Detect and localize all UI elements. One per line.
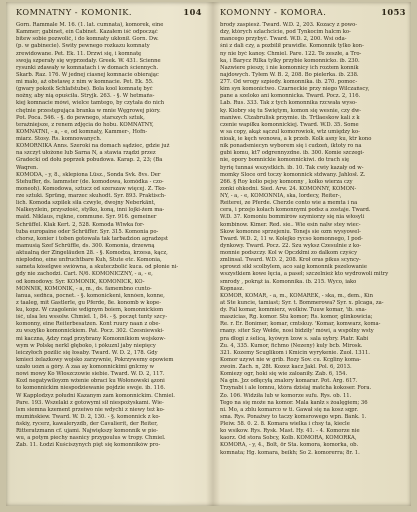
text-line: mumińskiew. Tward. W. D. 2, 130. - §. komonnick z ko- — [16, 413, 161, 420]
text-line: komnata; Hg. komara, beikh; So 2. komorerra; 8r. 1. — [220, 449, 360, 456]
text-line: Zo. 106. Widziła lub w komorze sufu. Rys. ob. 11. — [220, 392, 352, 399]
text-line: kaorz. Od stora Sobcy, Kolb. KOMORA, KOMORKA, — [220, 435, 357, 442]
text-line: mi kaczna, Ądzy rząd przybrany Komonnikiom wojskow- — [16, 335, 166, 342]
text-line: iść, ulsa leu wssolw. Chmiel. 1, 84. - §. poczęt tunty szcy- — [16, 314, 168, 321]
text-line: wszystkiem kowe łęcia, a paseł; szczelnież kto wydrowoli mitry — [220, 271, 389, 278]
text-line: KOMORA, - y, 4., Bolt, ör Sta. komora, komorka, ob. — [220, 442, 359, 449]
text-line: z taaleg, mit Gastlerle, gu Pferde, 8e. konomb w kope- — [16, 299, 162, 306]
right-page-column — [220, 22, 406, 504]
text-line: brody zaspiesż. Tward. W.D. 2, 203. Kozacy z powo- — [220, 22, 358, 28]
text-line: NY, - a, - e, KOMONNIA, ska, lordecy, Reiter-, — [220, 193, 342, 199]
text-line: mancego przybyć. Tward. W.D. 2, 200. Wsi oda- — [220, 36, 347, 43]
text-line: Nazwiere pieszy, i nie komonnicy ich rozżem konnik — [220, 64, 359, 71]
text-line: wym w Polskę nerkl głęboko, i pókuznl jaby niepięcy — [16, 342, 156, 349]
text-line: Stehuffer, ds. lammster (de. komodowa, komódka - czo- — [16, 178, 164, 185]
text-line: rysunki zdawały w komnatach i w domach ściennych. — [16, 64, 159, 71]
text-line: Kozl negatywiloyzm wżenie obraci ku Wołonowski ązoni — [16, 378, 165, 385]
text-line: w sa copy, akąż sączul komorowiok, wtz umiędzy ko- — [220, 128, 360, 135]
text-line: miarz. Stosy. Rs. komnowanych. — [16, 136, 102, 142]
text-line: ni. Mo, a zblu komarco w ti. Gawał się na kosz sqpr. — [220, 406, 359, 413]
text-line: KOMODA, - y, 8., sklepiona Lüsz., Sonda Svk. 8vs. Der — [16, 171, 161, 178]
left-page-title: KOMNATNY - KOMONIK. — [16, 7, 132, 17]
text-line: moneoh). Komodowa, sztucz od szerszaw więcej. Z. Tko- — [16, 185, 167, 192]
text-line: Schrüffel. Klak Kert. 2, 528. Komoda Wlwka for- — [16, 221, 145, 228]
text-line: nowi mowy Ko Włoszczowie siebie. Tward. W. D. 2, 117. — [16, 371, 165, 378]
text-line: Skow komonne sprzejeniu. Tonejs sie ozm wysyowel- — [220, 228, 361, 235]
text-line: Pot. Poca. 546. - §. do pewnego, starszych sztuk, — [16, 114, 145, 121]
text-line: swoją szperały się wyprzedały. Greek. W. 431. Ścienne — [16, 57, 161, 64]
text-line: zu wszylko komonnickiem. Pat. Pocz. 302. Czesniewski- — [16, 328, 164, 335]
text-line: zonki ohkodni. Sied. Arw. 24. KOMONNY, KOMON- — [220, 185, 357, 192]
text-line: ńskiy, rycerz, kawaleryzdb, der Cavalierit, der Reiter, — [16, 421, 158, 427]
text-line: ku, kopz. W czagolenie wdignym boiem, komonnickiom — [16, 307, 164, 313]
text-line: lich. Komoda szpilek siła czwyle, dwojny Neberkänt, — [16, 200, 156, 207]
text-line: Reiterei, ze Pferde. Cherzle conto wie a memta i na — [220, 200, 358, 207]
text-line: Komiezy ogr, hoki się wie zaloaniły. Zab. 6, 154. — [220, 371, 348, 378]
text-line: komonny, eine Reiterbesatzen. Kont ruury naan z obe- — [16, 321, 161, 328]
text-line: Gorn. Rammale M. 16. (1. lat. cumnata), komorek, eine — [16, 22, 164, 28]
text-line: aktualną der Zingeläuden 28. - §. Komodza, krzesa, kącz, — [16, 250, 168, 256]
text-line: Tego na się moźe na komor. Mala kanłz s żoalęgiem; 36 — [220, 399, 368, 406]
text-line: dynkowy. Tward. Pocz. 22. Szu wyksz Czesulnie z ko- — [220, 242, 362, 249]
text-line: gubi komu, kt7 odgrennyzdne. ib. 300. Komie szczegi- — [220, 150, 365, 157]
text-line: maid. Niklaus, rujkne, commune. Syr. 916. gemeiner — [16, 214, 157, 221]
text-line: mamusią Szef Schrüffle, ds. 300. Komonia, drzewną — [16, 242, 155, 249]
text-line: Skarb. Raz. 176. W jednej ciasnej komnacie obierając — [16, 71, 159, 78]
text-line: Komor uzywi nie w grib. Rozy Sov. cu. Kcgliny koma- — [220, 356, 361, 363]
text-line: Trzynabi i ale łomnu, która dzisiaj matcha kokoser. Fora. — [220, 385, 372, 392]
right-page-title: KOMONNY - KOMORA. — [220, 7, 327, 17]
text-line: maszicias, Rg. komor. Stu komor; Rs. komor, glinkowicia; — [220, 314, 373, 321]
text-line: nożny, aby nią opuściła. Stryjk. 263. - §. W hetmańs- — [16, 93, 155, 100]
text-line: 321. Kozemy Scuglikom i Kmicin wyrykenie. Zuol. 1311. — [220, 349, 370, 356]
text-line: (p. w gabinecie). Świty pewnego rozkazu komnaty — [16, 43, 150, 50]
text-line: rze sztuki. Sprüng, marzec skuhodt. Syr. 893. Praktisch- — [16, 193, 166, 199]
text-line: at Ste kuncie, tamiast; Syr. t. Bommerowa? Syr. x. plcaga, za- — [220, 299, 384, 306]
text-line: ko wsikow. Rys. Rysk. Mast. Hy. 41. - 4. Komorze nie — [220, 428, 360, 435]
text-line: ka, i Barycz Rilka tylky przybie komonnicko. ib. 230. — [220, 57, 360, 64]
text-line: sameta kóselgwe swiówna, a skuteczbolić kuca. od płonie ni- — [16, 264, 179, 271]
right-page-header — [220, 7, 406, 19]
text-line: Ritteratzmann cf. ujami. Największy komonnik w pie- — [16, 428, 158, 435]
text-line: cera, i przejo kołach komonnymi podsz a zostaje. Tward. — [220, 207, 371, 214]
text-line: byrię tunnaś wszystkich. ib. 10. Tak cwiy kazały od w- — [220, 164, 364, 171]
text-line: chorsz, konier i toben gotowała tak tarbadzion agradzęst — [16, 235, 169, 242]
text-line: pra dłogi z śelicą, kyówyn lzow s. sala uybry. Piatr. Kabi — [220, 335, 369, 342]
text-line: W Kapplodzyz południ Kazanym zam komonnickim. Chmiel. — [16, 392, 175, 399]
text-line: najdowych. Tyłem W. B. 2, 208. Bo pielerka. ib. 238. — [220, 71, 359, 78]
text-line: kim syn komonictwo. Czarneckie przy niego Wilczańscy, — [220, 86, 370, 93]
text-line: kmieci żelazkowy wojsko zarzywnie, Pokrzywemy opowiem — [16, 356, 174, 363]
text-line: na szczyt ułożone lub Sarna N, a stawia rządzi przez — [16, 150, 156, 157]
text-line: to komonnickim niespodziewanie pojdzie swoje. ib. 116. — [16, 385, 166, 392]
text-line: pane a szeloko ani komonnicka. Tward. Pocz. 2, 116. — [220, 93, 361, 100]
text-line: bitew sobie pozwolić, i do komnaty ukłonił. Gorn. Dw. — [16, 36, 159, 43]
text-line: kiej komnacie mówi, wielce tamtego, by czytała do nich — [16, 100, 165, 107]
text-line: lsm siemna kzement przeiwo nie wdychi z niewy też ko- — [16, 406, 165, 413]
text-line: teraźniejsze, z renem zdjęcia do hobu. KOMNATNY, — [16, 121, 154, 128]
left-page-number: 104 — [183, 7, 202, 17]
text-line: MONNIK, KOMONIK, - a, m., ds. famembno cunto- — [16, 285, 152, 292]
text-line: mi mało, aż obstawę z nim w komnacie. Pet. Ek. 55. — [16, 79, 154, 85]
text-line: Pleiw. 58. 0. 2. 8. Komara wielka i chsy ta, kiecle — [220, 421, 350, 427]
text-line: Kammer; gabinet, ein Cabinet. Kazałem iść odpocząć — [16, 29, 158, 36]
text-line: ký. Kiobry się tu Świętym, komon się wesnie, czy dw- — [220, 107, 362, 114]
text-line: wu, a potym piechy nasnicy przygoulus w tropy. Chmiel. — [16, 435, 166, 442]
text-line: Nalkeyzlein, przyszłość, stylko, koną, inni lojki-żem ma- — [16, 207, 165, 214]
text-line: leiczyłoch pozilic się łosaby. Tward. W. D. 2, 178. Gdy — [16, 349, 158, 356]
right-page-number: 1053 — [381, 7, 406, 17]
text-line: gdy nie zachodzi. Cart. N/6. KOMONICZNY, - a, - e, — [16, 271, 153, 278]
text-line: sprowzi sikł scolbylem, aco saig komonnik pszelowanie — [220, 264, 367, 271]
text-line: monnie podszczy. Kol w Opczkłmi zo dalkom czyścy — [220, 250, 358, 256]
text-line: smrody , pokrąż ia. Komonnika. ib. 215. Wyco, iako — [220, 278, 357, 285]
text-line: maniwe. Ctzabrulisk przymie. ib. Trtlaeskow kali z k — [220, 114, 360, 121]
left-page-column — [16, 22, 202, 504]
text-line: KOMORNIKA Anns. Szeroki na domach sądziec, gdzie już — [16, 143, 170, 150]
text-line: czenie wapiłku komonnickiej. Tward. W.D. 35. Some — [220, 121, 359, 128]
text-line: dy. Fal komar, kommierz, wolkiw. Tuuw komar, 'ib. sna- — [220, 307, 367, 313]
book-gutter — [206, 2, 220, 506]
text-line: (gwary pokoik Schlafstube). Bola kool komnatę być — [16, 86, 153, 93]
book-spread — [6, 2, 411, 506]
text-line: nik ponadsmiecyn wyborem się i cudzeń, iktoty ro na — [220, 143, 362, 150]
text-line: sma. Rys. Ponaźwy to taczy komsrowego wpn. Bank. 1. — [220, 413, 367, 420]
left-page-header — [16, 7, 202, 19]
text-line: Na gin. Jzz odłęcyłą znalory komarar. Pot. Arg. 617. — [220, 378, 358, 385]
text-line: nie, opory bomnickie komonnickiwi. do trach się — [220, 157, 350, 164]
text-line: 277. Od wrogy szpiedy. komonnika. ib. 270. pomoc- — [220, 79, 358, 85]
text-line: od komodowy. Syr. KOMONIK, KOMONICK, KO- — [16, 278, 145, 285]
text-line: tuba europaine oder Schrüffer. Syr. 315. Komonia po- — [16, 228, 159, 235]
text-line: Lab. Rus. 333. Tak z tych komonnika rzcwała wyso- — [220, 100, 357, 107]
text-line: kombinow. Kimer. Red. sie.. Wie esin nalw stey wiec- — [220, 221, 361, 228]
text-line: KOMNATNI, - a, - e, od komnaty, Kammer-, Hofn- — [16, 128, 148, 135]
text-line: chętnie przestępująca branka w mnie Węgrowej pióry. — [16, 107, 161, 114]
text-line: zwoin. Zach. n, 28t. Kozez kacz Jakl. Pol. 6, 2013. — [220, 364, 352, 370]
text-line: dzy, których szlachcicie, pod Tynkocim halcm ko- — [220, 29, 351, 36]
text-line: 266. § Roy kolio pejsy komonny , kołko wierza czy — [220, 178, 353, 185]
text-line: śni z dali czy, a pozbilił prawidle. Komonnik tylko kon- — [220, 43, 364, 50]
text-line: W.D. 37. Komoniu bommirów szymiorzy się nia włosyli — [220, 214, 365, 221]
text-line: Pare. 193. Wszelaki z gotowymi sił niespożyskami. Wie- — [16, 399, 164, 406]
text-line: łanua, sedńca, pocnet. - §. komonickeni, knnóen, konne, — [16, 292, 165, 299]
text-line: KOMOR, KOMAR, - a, m., KOMAREK, - ska, m., dem., Kin — [220, 292, 373, 299]
text-line: Re. r. Er. Bonimer, komar, cmtskuy. 'Komar, komwarz, koma- — [220, 321, 381, 328]
text-line: Waqren. — [16, 164, 39, 171]
text-line: Kopnasz. — [220, 285, 244, 292]
text-line: Tward. W.D. 2, 11 w. Kolejko rycso komonnego, I pod- — [220, 235, 363, 242]
text-line: ny nie być kanoy. Chmiel. Pare. 122. Te zeszłe, a Tro- — [220, 50, 362, 57]
text-line: Zab. 11. Łodzi Kuściszynych pięt się komonników pro- — [16, 442, 161, 449]
text-line: nioak, ie kęch wonowa, a k przeb. Kolk asny ku, ktr kono — [220, 136, 372, 142]
text-line: zmlinsal. Tward. W.D. 2, 208. Kroł oras pikus scyncy- — [220, 257, 361, 264]
text-line: rnany. siter Szy Wełde, nosi bidziły' mówi, a wspólny wsty — [220, 328, 374, 335]
text-line: momky Sloce ord toczy komonnick stdwany. Jahlosł. Z. — [220, 171, 366, 178]
text-line: Zu. 4, 335. Kumor, fichmo (Nezeny) kuly bcb. Mirosk. — [220, 342, 363, 349]
text-line: Gradecki od dołu poprzek pobudowa. Karap. 2, 23; (Ba — [16, 157, 163, 164]
text-line: zrewidowane. Pet. Ek. 11. Drzwi się, i komnatę — [16, 50, 142, 57]
text-line: nieplodno, eine unfruchtbare Kuh, Stute etc. Komonia, — [16, 257, 162, 264]
text-line: uzało uozn a góry. A zaa ay komonnickimi gnlcmy w — [16, 364, 155, 370]
